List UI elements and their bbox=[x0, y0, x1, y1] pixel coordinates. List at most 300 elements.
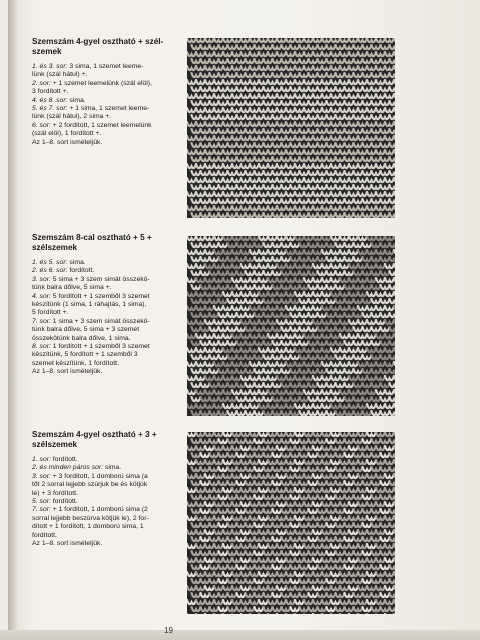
knit-stitch bbox=[210, 383, 219, 387]
knit-stitch bbox=[367, 376, 376, 380]
knit-stitch bbox=[336, 213, 345, 217]
knit-stitch bbox=[259, 460, 268, 464]
knit-stitch bbox=[223, 488, 232, 492]
knit-stitch bbox=[196, 136, 205, 140]
knit-stitch bbox=[255, 59, 264, 63]
knit-stitch bbox=[322, 94, 331, 98]
knit-stitch bbox=[295, 264, 304, 268]
knit-stitch bbox=[318, 101, 327, 105]
knit-stitch bbox=[295, 516, 304, 520]
knit-stitch bbox=[237, 101, 246, 105]
knit-stitch bbox=[201, 383, 210, 387]
knit-stitch bbox=[300, 355, 309, 359]
knit-stitch bbox=[255, 143, 264, 147]
knit-stitch bbox=[187, 502, 196, 506]
knit-stitch bbox=[313, 600, 322, 604]
knit-stitch bbox=[349, 362, 358, 366]
gutter-shadow bbox=[8, 0, 18, 640]
knit-stitch bbox=[295, 278, 304, 282]
knit-stitch bbox=[219, 157, 228, 161]
knit-stitch bbox=[372, 565, 381, 569]
knit-stitch bbox=[282, 213, 291, 217]
knit-stitch bbox=[300, 537, 309, 541]
knit-stitch bbox=[309, 285, 318, 289]
knit-stitch bbox=[214, 390, 223, 394]
knit-stitch bbox=[277, 236, 286, 240]
knit-stitch bbox=[250, 334, 259, 338]
knit-stitch bbox=[214, 516, 223, 520]
knit-stitch bbox=[246, 185, 255, 189]
knit-stitch bbox=[246, 271, 255, 275]
knit-stitch bbox=[372, 129, 381, 133]
knit-stitch bbox=[300, 257, 309, 261]
knit-stitch bbox=[304, 600, 313, 604]
knit-stitch bbox=[300, 213, 309, 217]
knit-stitch bbox=[291, 243, 300, 247]
knit-stitch bbox=[376, 362, 385, 366]
knit-stitch bbox=[372, 243, 381, 247]
knit-stitch bbox=[309, 579, 318, 583]
knit-stitch bbox=[318, 299, 327, 303]
knit-stitch bbox=[331, 122, 340, 126]
knit-stitch bbox=[237, 495, 246, 499]
knit-stitch bbox=[372, 185, 381, 189]
knit-stitch bbox=[228, 243, 237, 247]
knit-stitch bbox=[205, 264, 214, 268]
knit-stitch bbox=[192, 439, 201, 443]
knit-stitch bbox=[196, 446, 205, 450]
knit-stitch bbox=[295, 376, 304, 380]
knit-stitch bbox=[304, 474, 313, 478]
knit-stitch bbox=[354, 341, 363, 345]
knit-stitch bbox=[381, 397, 390, 401]
knit-stitch bbox=[237, 411, 246, 415]
knit-stitch bbox=[259, 264, 268, 268]
knit-stitch bbox=[322, 206, 331, 210]
knit-stitch bbox=[300, 495, 309, 499]
knit-stitch bbox=[340, 348, 349, 352]
knit-stitch bbox=[327, 129, 336, 133]
knit-stitch bbox=[322, 390, 331, 394]
knit-stitch bbox=[349, 460, 358, 464]
knit-stitch bbox=[345, 551, 354, 555]
knit-stitch bbox=[196, 108, 205, 112]
knit-stitch bbox=[318, 509, 327, 513]
row-label: 2. és minden páros sor: bbox=[32, 464, 104, 472]
instruction-line bbox=[32, 368, 180, 376]
knit-stitch bbox=[214, 236, 223, 240]
knit-stitch bbox=[232, 108, 241, 112]
knit-stitch bbox=[214, 432, 223, 436]
instruction-text: fordított. bbox=[67, 267, 95, 275]
knit-stitch bbox=[259, 376, 268, 380]
knit-stitch bbox=[313, 108, 322, 112]
knit-stitch bbox=[372, 271, 381, 275]
knit-stitch bbox=[354, 129, 363, 133]
knit-stitch bbox=[196, 150, 205, 154]
knit-stitch bbox=[345, 87, 354, 91]
knit-stitch bbox=[291, 397, 300, 401]
knit-stitch bbox=[372, 73, 381, 77]
knit-stitch bbox=[201, 495, 210, 499]
knit-stitch bbox=[336, 115, 345, 119]
knit-stitch bbox=[318, 355, 327, 359]
knit-stitch bbox=[286, 236, 295, 240]
knit-stitch bbox=[264, 257, 273, 261]
knit-stitch bbox=[277, 108, 286, 112]
instruction-line bbox=[32, 473, 180, 481]
knit-stitch bbox=[232, 94, 241, 98]
knit-stitch bbox=[264, 355, 273, 359]
knit-stitch bbox=[237, 523, 246, 527]
knit-stitch bbox=[300, 299, 309, 303]
knit-stitch bbox=[367, 206, 376, 210]
knit-stitch bbox=[210, 185, 219, 189]
knit-stitch bbox=[228, 199, 237, 203]
knit-stitch bbox=[232, 446, 241, 450]
knit-stitch bbox=[318, 579, 327, 583]
knit-stitch bbox=[255, 481, 264, 485]
knit-stitch bbox=[349, 122, 358, 126]
knit-stitch bbox=[376, 586, 385, 590]
knit-stitch bbox=[223, 38, 232, 42]
row-label: 1. és 3. sor: bbox=[32, 63, 68, 70]
knit-stitch bbox=[277, 488, 286, 492]
knit-stitch bbox=[268, 264, 277, 268]
knit-stitch bbox=[268, 572, 277, 576]
knit-stitch bbox=[223, 446, 232, 450]
knit-stitch bbox=[232, 38, 241, 42]
knit-stitch bbox=[241, 206, 250, 210]
instruction-line bbox=[32, 343, 180, 351]
knit-stitch bbox=[201, 453, 210, 457]
knit-stitch bbox=[259, 136, 268, 140]
knit-stitch bbox=[223, 178, 232, 182]
knit-stitch bbox=[295, 544, 304, 548]
knit-stitch bbox=[259, 474, 268, 478]
knit-stitch bbox=[376, 236, 385, 240]
knit-stitch bbox=[250, 80, 259, 84]
knit-stitch bbox=[214, 404, 223, 408]
page-number: 19 bbox=[164, 626, 173, 635]
knit-stitch bbox=[363, 341, 372, 345]
knit-stitch bbox=[232, 362, 241, 366]
knit-stitch bbox=[381, 593, 390, 597]
knit-stitch bbox=[318, 411, 327, 415]
knit-stitch bbox=[354, 185, 363, 189]
knit-stitch bbox=[381, 257, 390, 261]
knit-stitch bbox=[363, 467, 372, 471]
knit-stitch bbox=[300, 481, 309, 485]
knit-stitch bbox=[277, 178, 286, 182]
knit-stitch bbox=[340, 108, 349, 112]
knit-stitch bbox=[327, 369, 336, 373]
knit-stitch bbox=[331, 334, 340, 338]
knit-stitch bbox=[250, 502, 259, 506]
knit-stitch bbox=[196, 600, 205, 604]
knit-stitch bbox=[273, 607, 282, 611]
knit-stitch bbox=[367, 474, 376, 478]
knit-stitch bbox=[372, 607, 381, 611]
knit-stitch bbox=[214, 544, 223, 548]
knit-stitch bbox=[318, 157, 327, 161]
knit-stitch bbox=[372, 143, 381, 147]
knit-stitch bbox=[187, 278, 196, 282]
knit-stitch bbox=[331, 66, 340, 70]
knit-stitch bbox=[205, 572, 214, 576]
knit-stitch bbox=[336, 607, 345, 611]
knit-stitch bbox=[273, 411, 282, 415]
knit-stitch bbox=[237, 565, 246, 569]
knit-stitch bbox=[340, 488, 349, 492]
knit-stitch bbox=[304, 80, 313, 84]
knit-stitch bbox=[349, 306, 358, 310]
knit-stitch bbox=[214, 264, 223, 268]
knit-stitch bbox=[367, 192, 376, 196]
knit-stitch bbox=[192, 537, 201, 541]
knit-stitch bbox=[363, 397, 372, 401]
knit-stitch bbox=[295, 236, 304, 240]
knit-stitch bbox=[367, 488, 376, 492]
knit-stitch bbox=[322, 446, 331, 450]
knit-stitch bbox=[273, 199, 282, 203]
knit-stitch bbox=[282, 593, 291, 597]
knit-stitch bbox=[313, 432, 322, 436]
knit-stitch bbox=[255, 271, 264, 275]
knit-stitch bbox=[255, 551, 264, 555]
knit-stitch bbox=[367, 150, 376, 154]
knit-stitch bbox=[376, 150, 385, 154]
knit-stitch bbox=[322, 122, 331, 126]
knit-stitch bbox=[340, 206, 349, 210]
knit-stitch bbox=[322, 558, 331, 562]
knit-stitch bbox=[201, 341, 210, 345]
knit-stitch bbox=[187, 474, 196, 478]
knit-stitch bbox=[318, 115, 327, 119]
knit-stitch bbox=[241, 460, 250, 464]
knit-stitch bbox=[286, 544, 295, 548]
knit-stitch bbox=[201, 397, 210, 401]
knit-stitch bbox=[219, 551, 228, 555]
knit-stitch bbox=[246, 45, 255, 49]
knit-stitch bbox=[349, 206, 358, 210]
knit-stitch bbox=[354, 143, 363, 147]
knit-stitch bbox=[210, 551, 219, 555]
knit-stitch bbox=[210, 171, 219, 175]
knit-stitch bbox=[241, 306, 250, 310]
knit-stitch bbox=[349, 192, 358, 196]
knit-stitch bbox=[295, 122, 304, 126]
knit-stitch bbox=[196, 474, 205, 478]
knit-stitch bbox=[376, 530, 385, 534]
knit-stitch bbox=[367, 66, 376, 70]
knit-stitch bbox=[367, 94, 376, 98]
knit-stitch bbox=[241, 164, 250, 168]
knit-stitch bbox=[219, 73, 228, 77]
knit-stitch bbox=[228, 285, 237, 289]
knit-stitch bbox=[228, 341, 237, 345]
knit-stitch bbox=[345, 579, 354, 583]
knit-stitch bbox=[318, 171, 327, 175]
knit-stitch bbox=[282, 579, 291, 583]
instruction-text: sima. bbox=[103, 464, 122, 472]
knit-stitch bbox=[363, 129, 372, 133]
knit-stitch bbox=[381, 411, 390, 415]
knit-stitch bbox=[214, 292, 223, 296]
knit-stitch bbox=[259, 488, 268, 492]
knit-stitch bbox=[358, 306, 367, 310]
row-label: 8. sor: bbox=[32, 343, 51, 351]
knit-stitch bbox=[358, 348, 367, 352]
knit-stitch bbox=[273, 157, 282, 161]
knit-stitch bbox=[219, 341, 228, 345]
knit-stitch bbox=[286, 432, 295, 436]
knit-stitch bbox=[223, 600, 232, 604]
knit-stitch bbox=[196, 432, 205, 436]
knit-stitch bbox=[277, 136, 286, 140]
knit-stitch bbox=[300, 551, 309, 555]
knit-stitch bbox=[372, 453, 381, 457]
knit-stitch bbox=[214, 278, 223, 282]
knit-stitch bbox=[295, 206, 304, 210]
knit-stitch bbox=[300, 185, 309, 189]
knit-stitch bbox=[277, 164, 286, 168]
knit-stitch bbox=[255, 397, 264, 401]
knit-stitch bbox=[340, 502, 349, 506]
knit-stitch bbox=[376, 122, 385, 126]
knit-stitch bbox=[259, 178, 268, 182]
knit-stitch bbox=[295, 432, 304, 436]
knit-stitch bbox=[282, 285, 291, 289]
knit-stitch bbox=[376, 164, 385, 168]
knit-stitch bbox=[223, 150, 232, 154]
knit-stitch bbox=[286, 474, 295, 478]
knit-stitch bbox=[322, 136, 331, 140]
knit-stitch bbox=[205, 516, 214, 520]
knit-stitch bbox=[268, 250, 277, 254]
knit-stitch bbox=[363, 101, 372, 105]
knit-stitch bbox=[273, 369, 282, 373]
knit-stitch bbox=[246, 327, 255, 331]
knit-stitch bbox=[196, 404, 205, 408]
knit-stitch bbox=[367, 390, 376, 394]
instruction-text: 3 sima, 1 szemet leeme- bbox=[67, 63, 144, 70]
knit-stitch bbox=[228, 383, 237, 387]
knit-stitch bbox=[336, 313, 345, 317]
knit-stitch bbox=[246, 523, 255, 527]
knit-stitch bbox=[322, 474, 331, 478]
knit-stitch bbox=[318, 327, 327, 331]
knit-stitch bbox=[385, 108, 394, 112]
knit-stitch bbox=[372, 327, 381, 331]
knit-stitch bbox=[286, 586, 295, 590]
knit-stitch bbox=[214, 572, 223, 576]
knit-stitch bbox=[313, 376, 322, 380]
knit-stitch bbox=[331, 292, 340, 296]
knit-stitch bbox=[187, 572, 196, 576]
knit-stitch bbox=[210, 257, 219, 261]
knit-stitch bbox=[358, 558, 367, 562]
knit-stitch bbox=[264, 551, 273, 555]
knit-stitch bbox=[246, 551, 255, 555]
knit-stitch bbox=[223, 66, 232, 70]
instruction-line bbox=[32, 105, 180, 113]
knit-stitch bbox=[205, 404, 214, 408]
knit-stitch bbox=[219, 411, 228, 415]
knit-stitch bbox=[223, 530, 232, 534]
knit-stitch bbox=[327, 537, 336, 541]
knit-stitch bbox=[381, 59, 390, 63]
knit-stitch bbox=[228, 171, 237, 175]
knit-stitch bbox=[205, 502, 214, 506]
instruction-line bbox=[32, 259, 180, 267]
knit-stitch bbox=[232, 530, 241, 534]
knit-stitch bbox=[282, 411, 291, 415]
knit-stitch bbox=[228, 355, 237, 359]
knit-stitch bbox=[349, 600, 358, 604]
knit-stitch bbox=[318, 313, 327, 317]
knit-stitch bbox=[291, 45, 300, 49]
knit-stitch bbox=[250, 432, 259, 436]
knit-stitch bbox=[223, 502, 232, 506]
knit-stitch bbox=[246, 397, 255, 401]
knit-stitch bbox=[376, 348, 385, 352]
knit-stitch bbox=[223, 474, 232, 478]
knit-stitch bbox=[358, 390, 367, 394]
knit-stitch bbox=[358, 544, 367, 548]
knit-stitch bbox=[358, 460, 367, 464]
knit-stitch bbox=[322, 52, 331, 56]
knit-stitch bbox=[277, 66, 286, 70]
knit-stitch bbox=[291, 509, 300, 513]
knit-stitch bbox=[291, 101, 300, 105]
knit-stitch bbox=[309, 185, 318, 189]
knit-stitch bbox=[385, 390, 394, 394]
instruction-text: tőt 2 sorral lejjebb szúrjuk be és kötjük bbox=[32, 481, 148, 489]
knit-stitch bbox=[255, 509, 264, 513]
knit-stitch bbox=[223, 320, 232, 324]
knit-stitch bbox=[318, 213, 327, 217]
knit-stitch bbox=[264, 115, 273, 119]
knit-stitch bbox=[336, 285, 345, 289]
knit-stitch bbox=[255, 171, 264, 175]
knit-stitch bbox=[277, 150, 286, 154]
knit-stitch bbox=[295, 488, 304, 492]
knit-stitch bbox=[318, 467, 327, 471]
knit-stitch bbox=[313, 530, 322, 534]
knit-stitch bbox=[313, 278, 322, 282]
knit-stitch bbox=[385, 192, 394, 196]
knit-stitch bbox=[241, 502, 250, 506]
knit-stitch bbox=[187, 460, 196, 464]
knit-stitch bbox=[205, 558, 214, 562]
knit-stitch bbox=[255, 467, 264, 471]
knit-stitch bbox=[349, 390, 358, 394]
knit-stitch bbox=[232, 292, 241, 296]
instruction-text: + 1 fordított, 1 domború sima (2 bbox=[50, 506, 148, 514]
knit-stitch bbox=[282, 129, 291, 133]
knit-stitch bbox=[322, 38, 331, 42]
knit-stitch bbox=[322, 586, 331, 590]
knit-stitch bbox=[264, 129, 273, 133]
knit-stitch bbox=[291, 579, 300, 583]
knit-stitch bbox=[331, 206, 340, 210]
knit-stitch bbox=[354, 213, 363, 217]
knit-stitch bbox=[291, 537, 300, 541]
knit-stitch bbox=[295, 362, 304, 366]
knit-stitch bbox=[358, 136, 367, 140]
knit-stitch bbox=[331, 516, 340, 520]
